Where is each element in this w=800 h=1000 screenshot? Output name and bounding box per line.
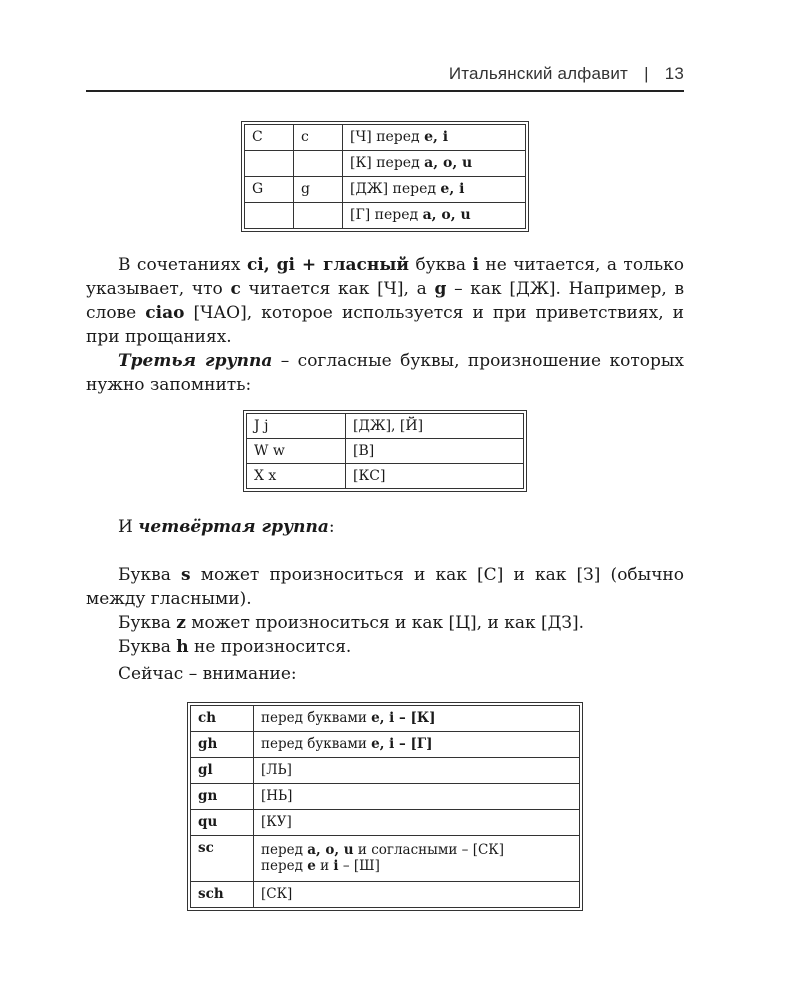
paragraph-letter-h [86, 635, 684, 659]
combo-cell: gl [191, 758, 254, 784]
text: И [118, 517, 139, 537]
sound-letters: a, o, u [422, 207, 471, 224]
bold-text: – [Г] [394, 735, 433, 752]
rule-cell: [КУ] [254, 810, 580, 836]
header-title: Итальянский алфавит [448, 64, 629, 83]
bold-text: g [434, 279, 447, 299]
paragraph-ci-gi [86, 253, 684, 349]
table-row [245, 151, 526, 177]
table-row [191, 706, 580, 732]
text: [ЧАО], которое используется и при приветствиях, и при прощаниях. [86, 303, 684, 347]
combo-cell: sc [191, 836, 254, 882]
table-c-g [244, 124, 526, 229]
bold-text: ci, gi + гласный [246, 255, 409, 275]
bold-italic-text: Третья группа [118, 351, 273, 371]
page-header [86, 64, 684, 92]
text: перед буквами [261, 735, 372, 752]
table-row [191, 732, 580, 758]
bold-text: ciao [145, 303, 185, 323]
bold-text: z [176, 613, 186, 633]
text: Буква [118, 565, 181, 585]
text: В сочетаниях [118, 255, 247, 275]
text: перед [261, 841, 308, 858]
sound-cell [343, 203, 526, 229]
combo-cell: sch [191, 882, 254, 908]
sound-text: [Г] перед [350, 207, 423, 224]
text: не произносится. [188, 637, 352, 657]
letter-upper-cell [245, 203, 294, 229]
rule-cell [254, 706, 580, 732]
bold-italic-text: четвёртая группа [138, 517, 329, 537]
text: – согласные буквы, произношение которых нужно запомнить: [86, 351, 684, 395]
text: и согласными – [СК] [353, 841, 505, 858]
table-row [245, 177, 526, 203]
bold-text: c [230, 279, 241, 299]
bold-text: e, i [371, 735, 395, 752]
paragraph-attention [86, 662, 684, 686]
bold-text: e [307, 857, 316, 874]
combo-cell: gh [191, 732, 254, 758]
sound-cell: [ДЖ], [Й] [346, 414, 524, 439]
sound-cell [343, 125, 526, 151]
paragraph-third-group [86, 349, 684, 397]
table-row [247, 414, 524, 439]
combo-cell: qu [191, 810, 254, 836]
text: – [Ш] [338, 857, 380, 874]
bold-text: i [333, 857, 339, 874]
page-number: 13 [664, 64, 684, 83]
bold-text: s [181, 565, 191, 585]
text: и [315, 857, 334, 874]
letter-upper-cell: G [245, 177, 294, 203]
combo-cell: gn [191, 784, 254, 810]
combo-cell: ch [191, 706, 254, 732]
rule-cell: [СК] [254, 882, 580, 908]
bold-text: i [472, 255, 479, 275]
text: не читается, а только указывает, что [86, 255, 684, 299]
header-separator: | [644, 64, 649, 83]
sound-cell [343, 177, 526, 203]
rule-cell [254, 732, 580, 758]
rule-cell: [ЛЬ] [254, 758, 580, 784]
letter-upper-cell: C [245, 125, 294, 151]
rule-cell: [НЬ] [254, 784, 580, 810]
text: может произноситься и как [С] и как [З] (обычно между гласными). [86, 565, 684, 609]
table-row [191, 836, 580, 882]
bold-text: e, i [371, 709, 395, 726]
paragraph-fourth-group [86, 515, 684, 539]
text: Буква [118, 613, 177, 633]
text: Сейчас – внимание: [118, 664, 297, 684]
sound-letters: e, i [440, 181, 465, 198]
letters-cell: W w [247, 439, 346, 464]
table-row [191, 784, 580, 810]
table-combinations [190, 705, 580, 908]
rule-cell [254, 836, 580, 882]
table-row [191, 882, 580, 908]
table-jwx [246, 413, 524, 489]
paragraph-letter-s [86, 563, 684, 611]
bold-text: h [176, 637, 189, 657]
sound-cell: [В] [346, 439, 524, 464]
text: читается как [Ч], а [240, 279, 435, 299]
sound-letters: e, i [424, 129, 449, 146]
letter-upper-cell [245, 151, 294, 177]
text: может произноситься и как [Ц], и как [ДЗ]. [185, 613, 585, 633]
text: буква [409, 255, 473, 275]
bold-text: a, o, u [307, 841, 354, 858]
text: перед буквами [261, 709, 372, 726]
table-row [191, 758, 580, 784]
letter-lower-cell: c [294, 125, 343, 151]
table-row [245, 203, 526, 229]
sound-text: [К] перед [350, 155, 425, 172]
letter-lower-cell [294, 151, 343, 177]
letter-lower-cell [294, 203, 343, 229]
table-row [245, 125, 526, 151]
letters-cell: J j [247, 414, 346, 439]
letter-lower-cell: g [294, 177, 343, 203]
sound-text: [Ч] перед [350, 129, 425, 146]
sound-text: [ДЖ] перед [350, 181, 441, 198]
table-row [247, 439, 524, 464]
paragraph-letter-z [86, 611, 684, 635]
sound-cell: [КС] [346, 464, 524, 489]
table-row [247, 464, 524, 489]
bold-text: – [К] [394, 709, 436, 726]
letters-cell: X x [247, 464, 346, 489]
sound-cell [343, 151, 526, 177]
text: – как [ДЖ]. Например, в слове [86, 279, 685, 323]
text: : [328, 517, 335, 537]
text: Буква [118, 637, 177, 657]
sound-letters: a, o, u [424, 155, 473, 172]
table-row [191, 810, 580, 836]
text: перед [261, 857, 308, 874]
header-text [449, 64, 684, 84]
